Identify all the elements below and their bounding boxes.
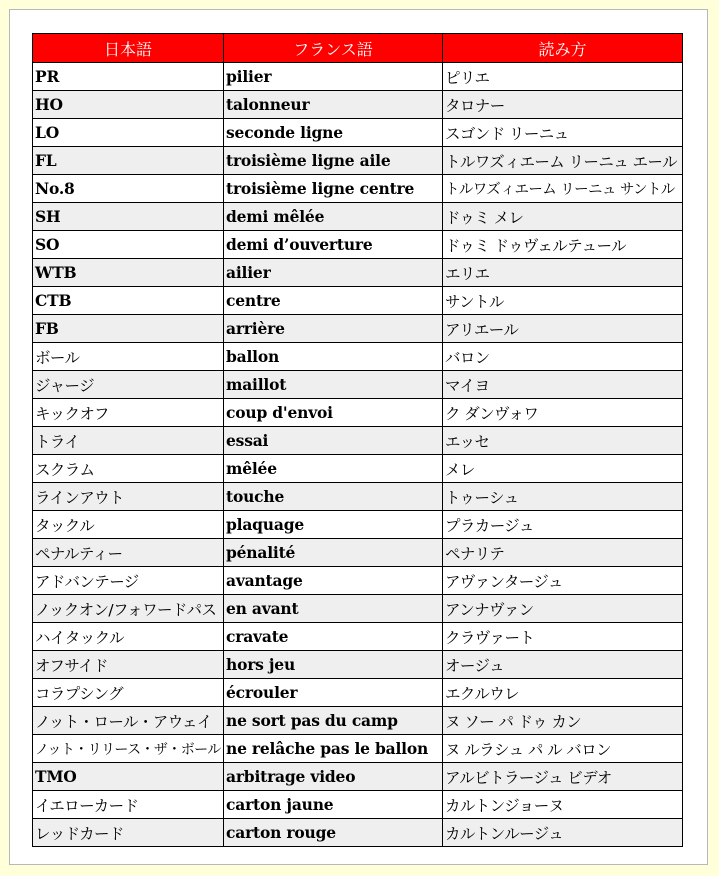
french-term-cell: carton rouge [224,819,443,847]
table-row [33,175,683,203]
french-term-cell: plaquage [224,511,443,539]
reading-cell: サントル [443,287,683,315]
japanese-term-cell: No.8 [33,175,224,203]
reading-cell: ヌ ソー パ ドゥ カン [443,707,683,735]
table-row [33,63,683,91]
reading-cell: プラカージュ [443,511,683,539]
french-term-cell: troisième ligne centre [224,175,443,203]
french-term-cell: talonneur [224,91,443,119]
french-term-cell: troisième ligne aile [224,147,443,175]
reading-cell: エリエ [443,259,683,287]
japanese-term-cell: コラプシング [33,679,224,707]
french-term-cell: écrouler [224,679,443,707]
french-term-cell: hors jeu [224,651,443,679]
japanese-term-cell: スクラム [33,455,224,483]
french-term-cell: touche [224,483,443,511]
japanese-term-cell: PR [33,63,224,91]
reading-cell: カルトンジョーヌ [443,791,683,819]
japanese-term-cell: ハイタックル [33,623,224,651]
french-term-cell: avantage [224,567,443,595]
reading-cell: エッセ [443,427,683,455]
japanese-term-cell: トライ [33,427,224,455]
table-row [33,539,683,567]
table-body [33,63,683,847]
french-term-cell: demi d’ouverture [224,231,443,259]
japanese-term-cell: SO [33,231,224,259]
table-row [33,791,683,819]
table-row [33,567,683,595]
french-term-cell: en avant [224,595,443,623]
french-term-cell: ballon [224,343,443,371]
french-term-cell: ne relâche pas le ballon [224,735,443,763]
reading-cell: ピリエ [443,63,683,91]
header-french: フランス語 [224,34,443,63]
japanese-term-cell: CTB [33,287,224,315]
table-row [33,651,683,679]
japanese-term-cell: ペナルティー [33,539,224,567]
japanese-term-cell: FB [33,315,224,343]
table-row [33,119,683,147]
japanese-term-cell: ジャージ [33,371,224,399]
header-reading: 読み方 [443,34,683,63]
japanese-term-cell: アドバンテージ [33,567,224,595]
table-row [33,147,683,175]
french-term-cell: essai [224,427,443,455]
japanese-term-cell: TMO [33,763,224,791]
table-row [33,679,683,707]
reading-cell: トルワズィエーム リーニュ サントル [443,175,683,203]
japanese-term-cell: キックオフ [33,399,224,427]
french-term-cell: maillot [224,371,443,399]
reading-cell: メレ [443,455,683,483]
japanese-term-cell: FL [33,147,224,175]
japanese-term-cell: タックル [33,511,224,539]
rugby-terms-table [32,33,683,847]
reading-cell: カルトンルージュ [443,819,683,847]
table-row [33,231,683,259]
table-row [33,595,683,623]
reading-cell: クラヴァート [443,623,683,651]
reading-cell: エクルウレ [443,679,683,707]
table-row [33,315,683,343]
japanese-term-cell: ノット・リリース・ザ・ボール [33,735,224,763]
table-row [33,259,683,287]
japanese-term-cell: HO [33,91,224,119]
table-row [33,707,683,735]
reading-cell: トルワズィエーム リーニュ エール [443,147,683,175]
reading-cell: ク ダンヴォワ [443,399,683,427]
french-term-cell: coup d'envoi [224,399,443,427]
reading-cell: アルビトラージュ ビデオ [443,763,683,791]
table-row [33,763,683,791]
reading-cell: アンナヴァン [443,595,683,623]
table-row [33,483,683,511]
japanese-term-cell: ノックオン/フォワードパス [33,595,224,623]
french-term-cell: centre [224,287,443,315]
table-header-row [33,34,683,63]
french-term-cell: cravate [224,623,443,651]
table-row [33,371,683,399]
reading-cell: アリエール [443,315,683,343]
table-row [33,623,683,651]
table-row [33,819,683,847]
reading-cell: ヌ ルラシュ パ ル バロン [443,735,683,763]
table-row [33,399,683,427]
reading-cell: スゴンド リーニュ [443,119,683,147]
french-term-cell: arrière [224,315,443,343]
japanese-term-cell: SH [33,203,224,231]
table-row [33,343,683,371]
table-row [33,735,683,763]
japanese-term-cell: レッドカード [33,819,224,847]
japanese-term-cell: イエローカード [33,791,224,819]
japanese-term-cell: LO [33,119,224,147]
french-term-cell: arbitrage video [224,763,443,791]
table-row [33,511,683,539]
table-row [33,427,683,455]
french-term-cell: carton jaune [224,791,443,819]
table-row [33,455,683,483]
reading-cell: オージュ [443,651,683,679]
japanese-term-cell: ノット・ロール・アウェイ [33,707,224,735]
reading-cell: ドゥミ メレ [443,203,683,231]
japanese-term-cell: WTB [33,259,224,287]
reading-cell: タロナー [443,91,683,119]
japanese-term-cell: ボール [33,343,224,371]
reading-cell: トゥーシュ [443,483,683,511]
french-term-cell: demi mêlée [224,203,443,231]
table-row [33,203,683,231]
french-term-cell: mêlée [224,455,443,483]
header-japanese: 日本語 [33,34,224,63]
french-term-cell: ne sort pas du camp [224,707,443,735]
french-term-cell: pénalité [224,539,443,567]
reading-cell: アヴァンタージュ [443,567,683,595]
french-term-cell: pilier [224,63,443,91]
reading-cell: バロン [443,343,683,371]
table-row [33,91,683,119]
japanese-term-cell: ラインアウト [33,483,224,511]
french-term-cell: ailier [224,259,443,287]
japanese-term-cell: オフサイド [33,651,224,679]
reading-cell: ペナリテ [443,539,683,567]
french-term-cell: seconde ligne [224,119,443,147]
reading-cell: ドゥミ ドゥヴェルテュール [443,231,683,259]
table-row [33,287,683,315]
reading-cell: マイヨ [443,371,683,399]
